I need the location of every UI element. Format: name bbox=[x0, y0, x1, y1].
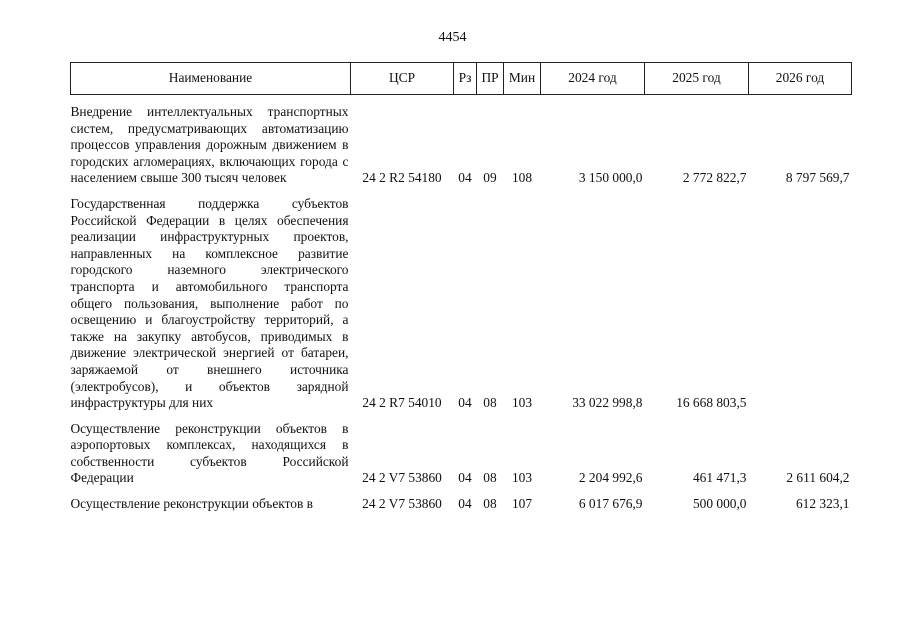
header-name: Наименование bbox=[71, 63, 351, 95]
header-csr: ЦСР bbox=[351, 63, 454, 95]
row-2024: 6 017 676,9 bbox=[578, 496, 643, 512]
table-row bbox=[71, 95, 852, 190]
row-name: Внедрение интеллектуальных транспортных систем, предусматривающих автоматизацию процессов управления дорожным движением в городских агломерациях, включающих города с населением свыше 300 тысяч человек bbox=[70, 104, 349, 186]
header-2025: 2025 год bbox=[645, 63, 749, 95]
row-rz: 04 bbox=[458, 496, 472, 512]
header-2026: 2026 год bbox=[749, 63, 852, 95]
row-2026: 8 797 569,7 bbox=[785, 170, 850, 186]
row-rz: 04 bbox=[458, 170, 472, 186]
row-name: Осуществление реконструкции объектов в bbox=[70, 496, 313, 512]
row-name: Осуществление реконструкции объектов в аэропортовых комплексах, находящихся в собственности субъектов Российской Федерации bbox=[70, 420, 349, 486]
row-pr: 08 bbox=[483, 496, 497, 512]
row-pr: 09 bbox=[483, 170, 497, 186]
row-csr: 24 2 V7 53860 bbox=[362, 470, 442, 486]
row-2026: 2 611 604,2 bbox=[786, 470, 850, 486]
header-min: Мин bbox=[504, 63, 541, 95]
row-2024: 33 022 998,8 bbox=[572, 395, 643, 411]
row-min: 103 bbox=[511, 470, 533, 486]
table-row bbox=[71, 415, 852, 490]
row-rz: 04 bbox=[458, 470, 472, 486]
page-number: 4454 bbox=[438, 30, 467, 45]
row-csr: 24 2 R2 54180 bbox=[362, 170, 442, 186]
row-min: 108 bbox=[511, 170, 533, 186]
row-2024: 2 204 992,6 bbox=[578, 470, 643, 486]
table-row bbox=[71, 490, 852, 516]
table-row bbox=[71, 190, 852, 415]
row-2025: 2 772 822,7 bbox=[682, 170, 747, 186]
header-rz: Рз bbox=[454, 63, 477, 95]
row-2026 bbox=[749, 190, 852, 415]
row-min: 107 bbox=[511, 496, 533, 512]
row-pr: 08 bbox=[483, 395, 497, 411]
row-name: Государственная поддержка субъектов Российской Федерации в целях обеспечения реализации инфраструктурных проектов, направленных на комплексное развитие городского наземного электрического транспорта и автомобильного транспорта общего пользования, выполнение работ по освещению и благоустройству территорий, а также на закупку автобусов, приводимых в движение электрической энергией от батареи, заряжаемой от внешнего источника (электробусов), и объектов зарядной инфраструктуры для них bbox=[70, 195, 349, 411]
header-2024: 2024 год bbox=[541, 63, 645, 95]
row-pr: 08 bbox=[483, 470, 497, 486]
row-csr: 24 2 R7 54010 bbox=[362, 395, 442, 411]
budget-table bbox=[70, 62, 852, 516]
row-2025: 16 668 803,5 bbox=[676, 395, 747, 411]
row-2025: 500 000,0 bbox=[692, 496, 747, 512]
row-2026: 612 323,1 bbox=[795, 496, 850, 512]
row-csr: 24 2 V7 53860 bbox=[362, 496, 442, 512]
table-header-row bbox=[71, 63, 852, 95]
row-rz: 04 bbox=[458, 395, 472, 411]
row-min: 103 bbox=[511, 395, 533, 411]
row-2024: 3 150 000,0 bbox=[578, 170, 643, 186]
header-pr: ПР bbox=[477, 63, 504, 95]
row-2025: 461 471,3 bbox=[692, 470, 747, 486]
